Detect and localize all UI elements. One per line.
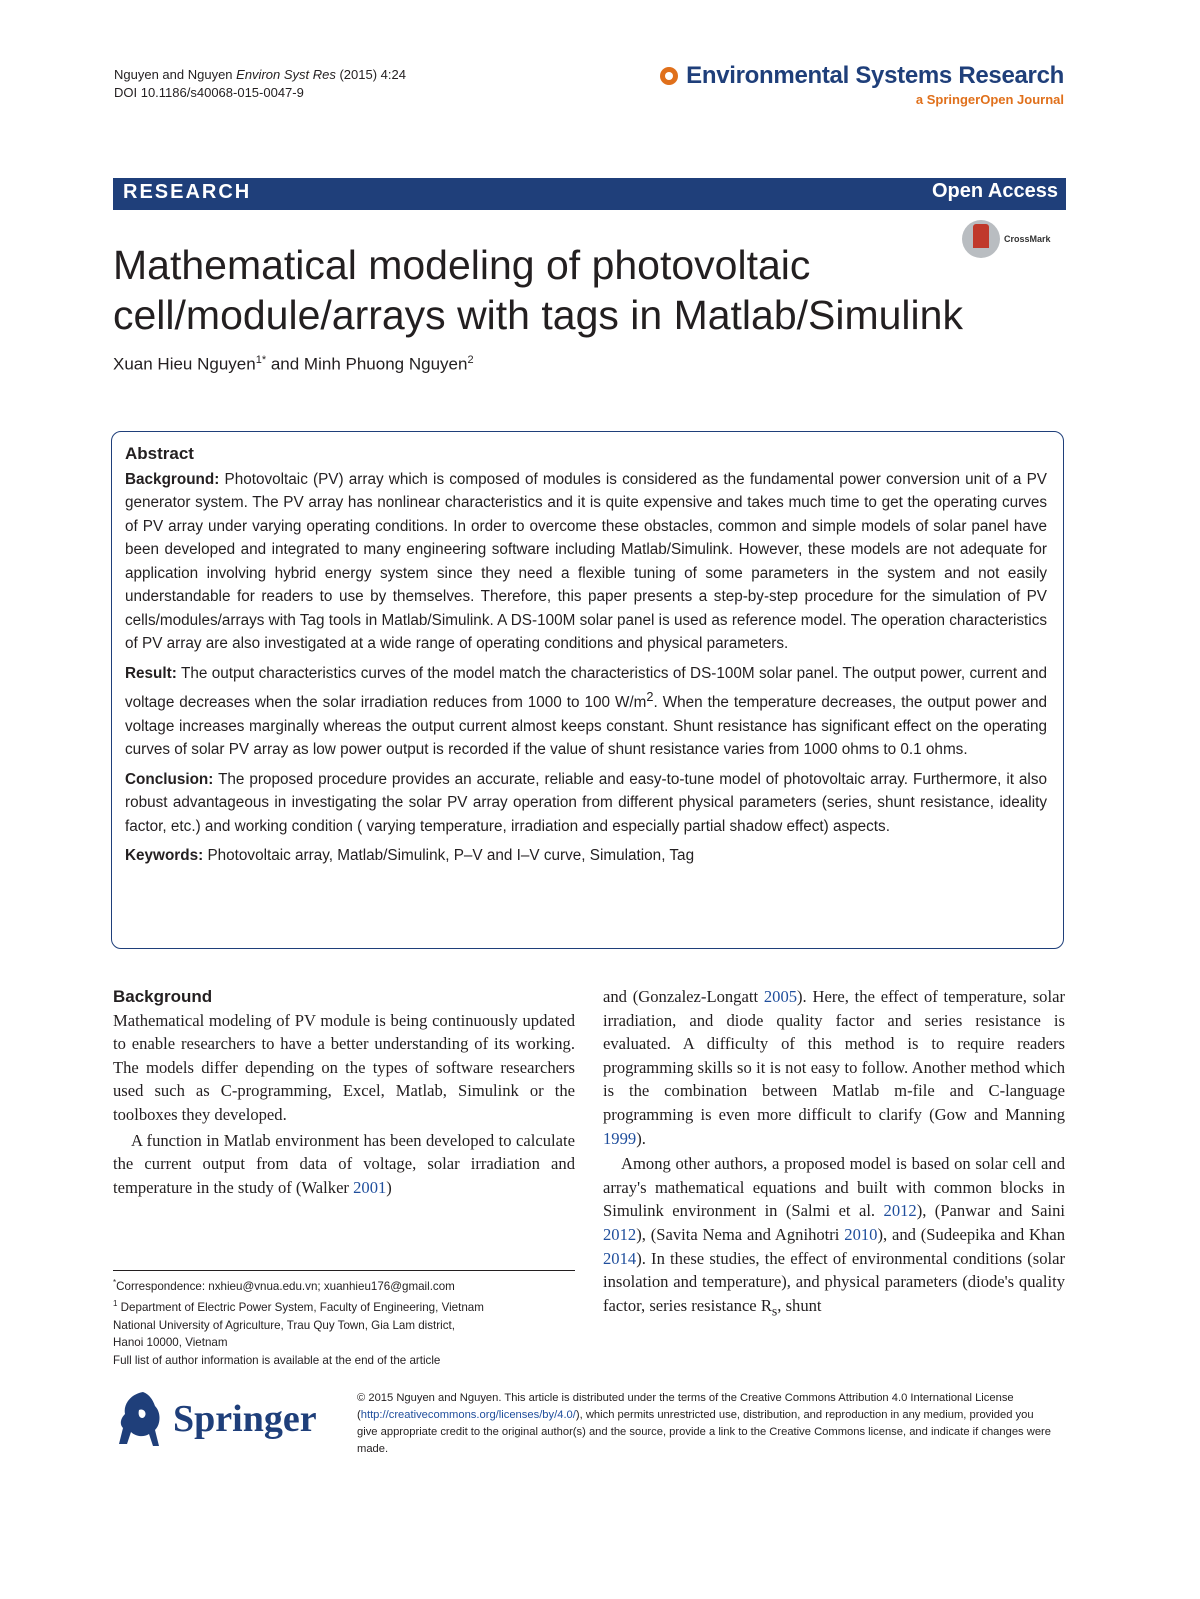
- paragraph-text: A function in Matlab environment has been developed to calculate the current output from data of voltage, solar irradiation and temperature in the study of (Walker: [113, 1130, 575, 1197]
- citation-link[interactable]: 2014: [603, 1248, 637, 1268]
- conclusion-text: The proposed procedure provides an accurate, reliable and easy-to-tune model of photovoltaic array. Furthermore, it also robust advantageous in investigating the solar PV array operation from different physical parameters (series, shunt resistance, ideality factor, etc.) and working condition ( varying temperature, irradiation and especially partial shadow effect) aspects.: [125, 770, 1047, 835]
- citation-block: [114, 66, 406, 102]
- citation-link[interactable]: 1999: [603, 1128, 637, 1148]
- citation-link[interactable]: 2005: [763, 987, 798, 1006]
- author-2[interactable]: and Minh Phuong Nguyen: [266, 354, 468, 374]
- footnotes: [113, 1274, 583, 1369]
- citation-volume: (2015) 4:24: [335, 67, 406, 82]
- citation-link[interactable]: 2012: [883, 1201, 917, 1221]
- result-superscript: 2: [646, 689, 654, 704]
- paragraph-text: ). In these studies, the effect of environmental conditions (solar insolation and temperature), and physical parameters (diode's quality factor, series resistance R: [603, 1248, 1065, 1315]
- paragraph: [113, 1129, 575, 1200]
- author-info-note: Full list of author information is available at the end of the article: [113, 1353, 441, 1367]
- affiliation-line: [113, 1295, 583, 1316]
- citation-journal: Environ Syst Res: [236, 67, 336, 82]
- article-type-banner: [113, 178, 1066, 210]
- citation-line: [114, 66, 406, 84]
- license-link[interactable]: http://creativecommons.org/licenses/by/4.0/: [360, 1409, 576, 1421]
- abstract-background: [125, 468, 1047, 656]
- subscript: s: [771, 1303, 778, 1319]
- abstract-content: [125, 442, 1047, 874]
- abstract-keywords: [125, 844, 1047, 868]
- citation-authors: Nguyen and Nguyen: [114, 67, 237, 82]
- paragraph-text: ).: [636, 1128, 646, 1148]
- citation-link[interactable]: 2012: [603, 1224, 637, 1244]
- result-text-b: . When the temperature decreases, the output power and voltage increases marginally whereas the output current almost keeps constant. Shunt resistance has significant effect on the operating curves of solar PV array as low power output is recorded if the value of shunt resistance varies from 1000 ohms to 0.1 ohms.: [125, 694, 1047, 759]
- paragraph-text: ), (Savita Nema and Agnihotri: [636, 1224, 845, 1244]
- author-1-affiliation: 1*: [255, 354, 267, 366]
- paragraph-text: and (Gonzalez-Longatt: [603, 987, 764, 1006]
- footnote-marker: 1: [113, 1299, 118, 1309]
- keywords-label: Keywords:: [125, 847, 204, 865]
- author-1[interactable]: Xuan Hieu Nguyen: [113, 354, 256, 374]
- result-text-a: The output characteristics curves of the model match the characteristics of DS-100M solar panel. The output power, current and voltage decreases when the solar irradiation reduces from 1000 to 100 W/m: [125, 664, 1047, 712]
- body-column-right: [603, 985, 1065, 1323]
- article-title: [113, 240, 1073, 340]
- abstract-result: [125, 662, 1047, 762]
- paragraph: [603, 1152, 1065, 1322]
- paragraph-text: ), and (Sudeepika and Khan: [877, 1224, 1065, 1244]
- license-text: [357, 1390, 1057, 1458]
- affiliation-line: National University of Agriculture, Trau Quy Town, Gia Lam district,: [113, 1318, 455, 1332]
- body-column-left: [113, 985, 575, 1199]
- title-line-1: Mathematical modeling of photovoltaic: [113, 242, 811, 288]
- background-text: Photovoltaic (PV) array which is composed of modules is considered as the fundamental power conversion unit of a PV generator system. The PV array has nonlinear characteristics and it is quite expensive and takes much time to get the operating curves of PV array under varying operating conditions. In order to overcome these obstacles, common and simple models of solar panel have been developed and integrated to many engineering software including Matlab/Simulink. However, these models are not adequate for application involving hybrid energy system since they need a flexible tuning of some parameters in the system and not easily understandable for readers to use by themselves. Therefore, this paper presents a step-by-step procedure for the simulation of PV cells/modules/arrays with Tag tools in Matlab/Simulink. A DS-100M solar panel is used as reference model. The operation characteristics of PV array are also investigated at a wide range of operating conditions and physical parameters.: [125, 470, 1047, 652]
- springer-logo[interactable]: [113, 1388, 317, 1450]
- crossmark-label: CrossMark: [1004, 234, 1051, 244]
- journal-brand[interactable]: [660, 62, 1064, 107]
- abstract-heading: Abstract: [125, 444, 194, 463]
- background-label: Background:: [125, 470, 220, 488]
- correspondence: [113, 1274, 583, 1295]
- affiliation-line: Hanoi 10000, Vietnam: [113, 1336, 228, 1350]
- open-access-label: Open Access: [932, 180, 1058, 202]
- footnote-marker: *: [113, 1278, 117, 1287]
- correspondence-text[interactable]: Correspondence: nxhieu@vnua.edu.vn; xuanhieu176@gmail.com: [116, 1279, 455, 1293]
- abstract-conclusion: [125, 768, 1047, 839]
- title-line-2: cell/module/arrays with tags in Matlab/Simulink: [113, 292, 963, 338]
- author-2-affiliation: 2: [467, 354, 474, 366]
- footnote-divider: [113, 1270, 575, 1271]
- keywords-text: Photovoltaic array, Matlab/Simulink, P–V and I–V curve, Simulation, Tag: [207, 847, 695, 865]
- paragraph: Mathematical modeling of PV module is being continuously updated to enable researchers to have a better understanding of its working. The models differ depending on the types of software researchers used such as C-programming, Excel, Matlab, Simulink or the toolboxes they developed.: [113, 1010, 575, 1124]
- conclusion-label: Conclusion:: [125, 770, 214, 788]
- license-text-b: ), which permits unrestricted use, distribution, and reproduction in any medium, provided you give appropriate credit to the original author(s) and the source, provide a link to the Creative Commons license, and indicate if changes were made.: [357, 1409, 1052, 1455]
- affiliation-text: Department of Electric Power System, Faculty of Engineering, Vietnam: [117, 1301, 484, 1315]
- journal-title: Environmental Systems Research: [686, 62, 1064, 89]
- springer-wordmark: Springer: [173, 1398, 317, 1440]
- paragraph-text: Among other authors, a proposed model is based on solar cell and array's mathematical equations and built with common blocks in Simulink environment in (Salmi et al.: [603, 1154, 1065, 1221]
- article-type-label: RESEARCH: [123, 181, 252, 203]
- license-text-a: © 2015 Nguyen and Nguyen. This article is distributed under the terms of the Creative Commons Attribution 4.0 International License (: [357, 1392, 1014, 1421]
- citation-link[interactable]: 2010: [844, 1224, 878, 1244]
- paragraph-text: ). Here, the effect of temperature, solar irradiation, and diode quality factor and series resistance is evaluated. A difficulty of this method is to require readers programming skills so it is not easy to follow. Another method which is the combination between Matlab m-file and C-language programming is even more difficult to clarify (Gow and Manning: [603, 987, 1065, 1124]
- journal-subtitle: a SpringerOpen Journal: [915, 92, 1064, 107]
- doi[interactable]: DOI 10.1186/s40068-015-0047-9: [114, 85, 304, 100]
- paragraph-text: , shunt: [777, 1295, 822, 1315]
- section-heading-background: Background: [113, 987, 213, 1006]
- paragraph: [603, 985, 1065, 1150]
- paragraph-text: ): [386, 1177, 392, 1197]
- springer-horse-icon: [113, 1388, 163, 1450]
- paragraph-text: ), (Panwar and Saini: [916, 1201, 1066, 1221]
- abstract-box: [111, 431, 1064, 949]
- result-label: Result:: [125, 664, 177, 682]
- citation-link[interactable]: 2001: [353, 1177, 387, 1197]
- springeropen-logo-icon: [660, 67, 678, 85]
- author-list: [113, 354, 474, 375]
- journal-title-row: [660, 62, 1064, 90]
